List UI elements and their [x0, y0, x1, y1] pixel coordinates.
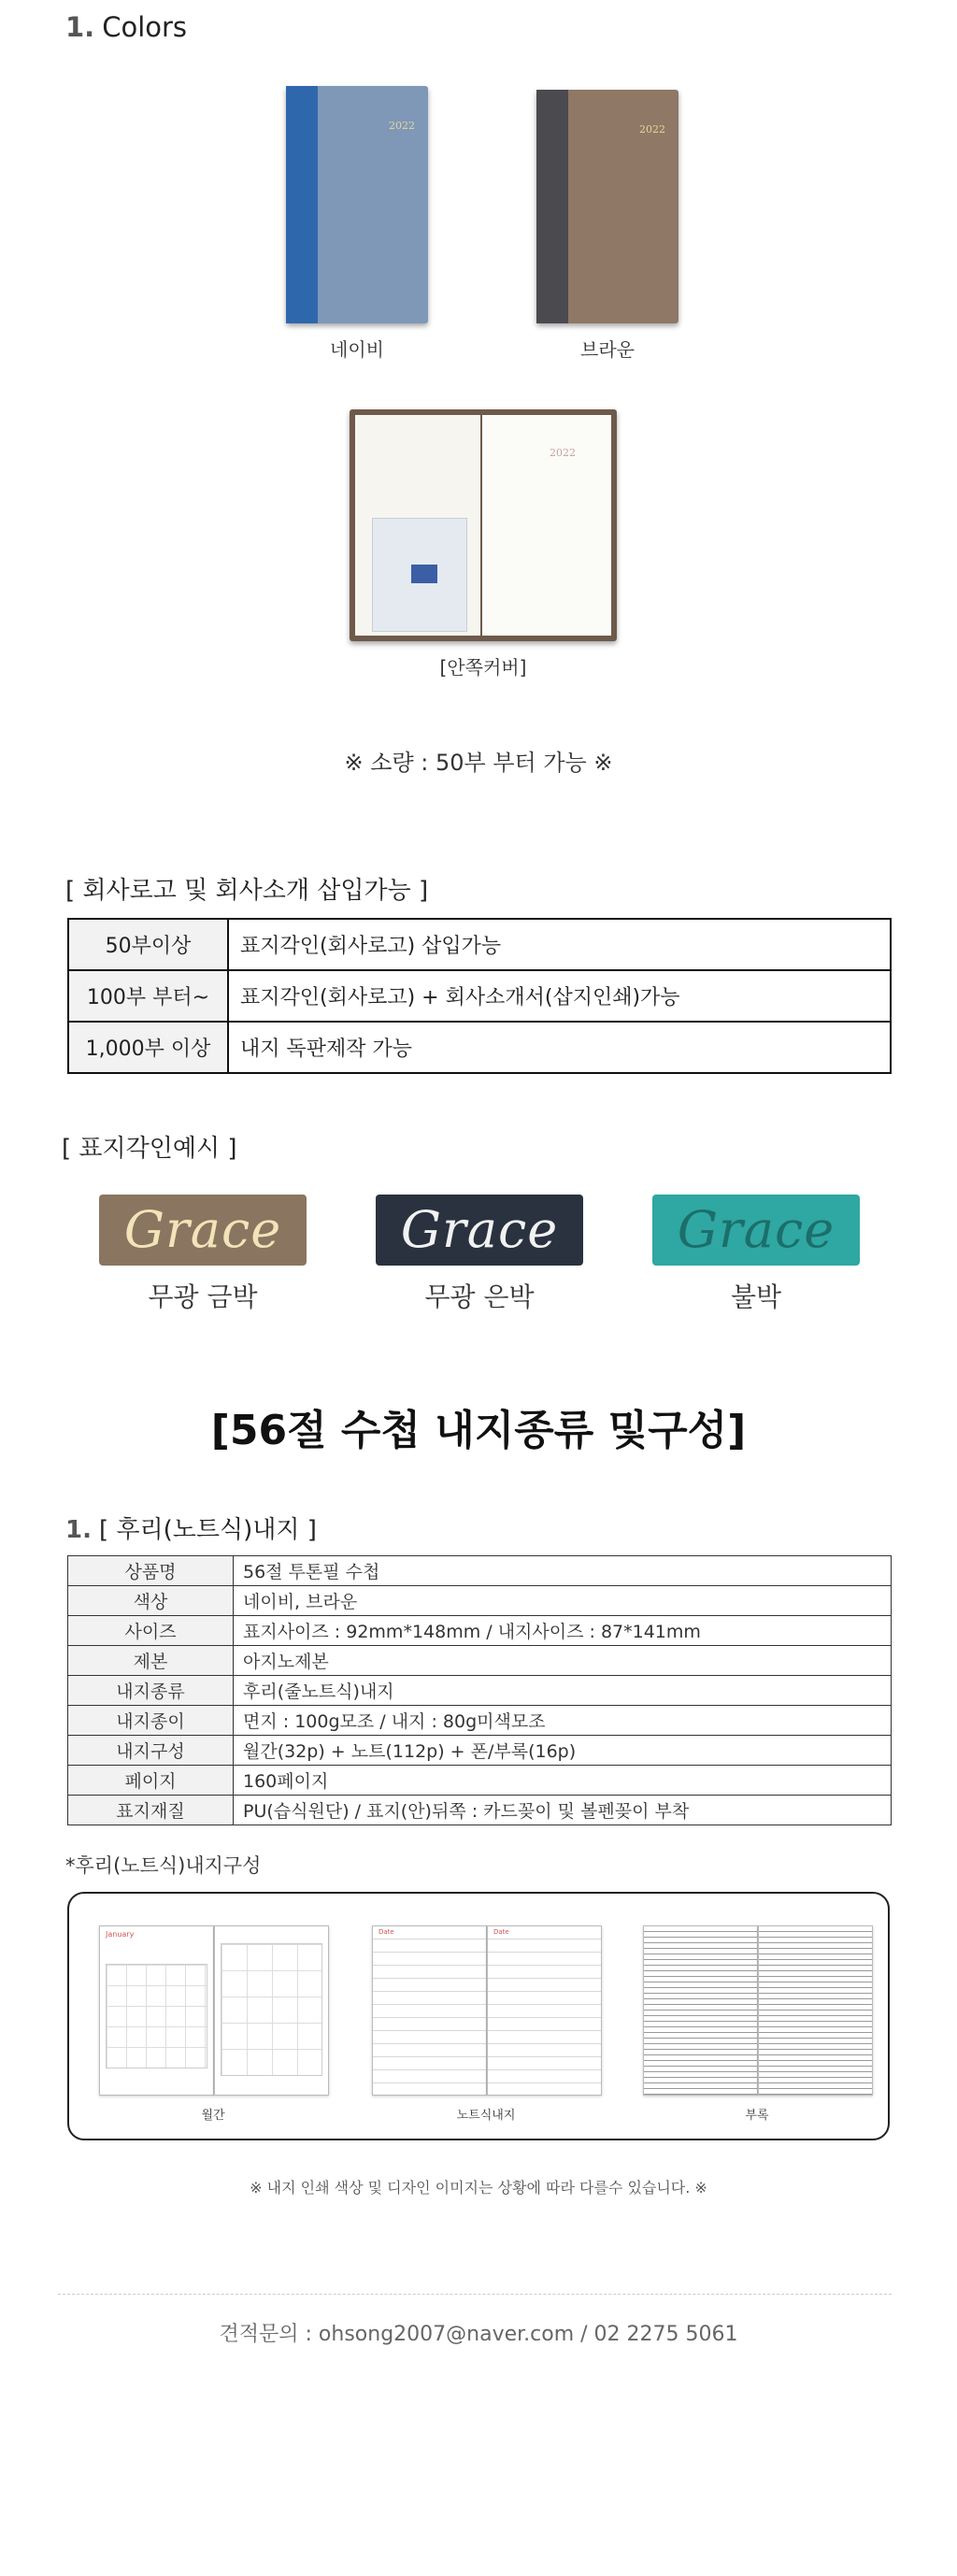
plate-word: Grace	[677, 1200, 836, 1259]
logo-section-title: [ 회사로고 및 회사소개 삽입가능 ]	[65, 877, 429, 905]
monthly-spread-image	[99, 1925, 327, 2094]
note-date-label: Date	[379, 1928, 394, 1936]
inner-right-page	[482, 415, 611, 636]
plate-word: Grace	[123, 1200, 282, 1259]
engraving-section-title: [ 표지각인예시 ]	[62, 1135, 237, 1163]
composition-title: *후리(노트식)내지구성	[65, 1854, 262, 1877]
inner-cover-label: [안쪽커버]	[439, 656, 527, 679]
spec-value: PU(습식원단) / 표지(안)뒤쪽 : 카드꽂이 및 볼펜꽂이 부착	[234, 1796, 892, 1825]
brown-spine	[536, 90, 568, 323]
spec-key: 상품명	[68, 1556, 234, 1586]
blind-emboss-plate	[652, 1195, 860, 1266]
brown-notebook-image	[536, 90, 678, 323]
spec-key: 표지재질	[68, 1796, 234, 1825]
note-right-page	[487, 1925, 602, 2096]
spec-value: 후리(줄노트식)내지	[234, 1676, 892, 1706]
navy-year-stamp: 2022	[389, 120, 415, 132]
spec-key: 내지구성	[68, 1736, 234, 1766]
desc-cell: 표지각인(회사로고) + 회사소개서(삽지인쇄)가능	[228, 970, 891, 1022]
table-row	[68, 1646, 892, 1676]
silver-foil-label: 무광 은박	[424, 1281, 535, 1312]
silver-foil-plate	[376, 1195, 583, 1266]
inner-cover-image	[350, 409, 617, 641]
table-row	[68, 1556, 892, 1586]
gold-foil-plate	[99, 1195, 307, 1266]
inner-year-stamp: 2022	[550, 447, 576, 459]
note-date-label: Date	[493, 1928, 509, 1936]
spec-key: 색상	[68, 1586, 234, 1616]
spec-key: 사이즈	[68, 1616, 234, 1646]
colors-section-title	[65, 11, 187, 43]
spec-value: 네이비, 브라운	[234, 1586, 892, 1616]
logo-options-table	[67, 918, 892, 1074]
table-row	[68, 970, 891, 1022]
table-row	[68, 1616, 892, 1646]
spec-value: 56절 투톤필 수첩	[234, 1556, 892, 1586]
qty-cell: 100부 부터~	[68, 970, 228, 1022]
calendar-grid	[221, 1943, 322, 2076]
spec-value: 월간(32p) + 노트(112p) + 폰/부록(16p)	[234, 1736, 892, 1766]
table-row	[68, 1022, 891, 1073]
quantity-note: ※ 소량 : 50부 부터 가능 ※	[344, 750, 613, 776]
navy-notebook-image	[286, 86, 428, 323]
table-row	[68, 1796, 892, 1825]
table-row	[68, 919, 891, 970]
page-heading: [56절 수첩 내지종류 및구성]	[210, 1407, 747, 1454]
section-title-text: [ 후리(노트식)내지 ]	[98, 1516, 317, 1544]
gold-foil-label: 무광 금박	[148, 1281, 258, 1312]
month-name: January	[106, 1930, 135, 1939]
spec-value: 면지 : 100g모조 / 내지 : 80g미색모조	[234, 1706, 892, 1736]
footer-divider	[58, 2294, 892, 2295]
table-row	[68, 1736, 892, 1766]
note-spread-image	[372, 1925, 600, 2094]
card-insert-logo	[411, 565, 437, 583]
qty-cell: 1,000부 이상	[68, 1022, 228, 1073]
print-disclaimer: ※ 내지 인쇄 색상 및 디자인 이미지는 상황에 따라 다를수 있습니다. ※	[250, 2179, 707, 2197]
inner-section-title	[65, 1510, 317, 1545]
table-row	[68, 1586, 892, 1616]
spec-key: 내지종류	[68, 1676, 234, 1706]
monthly-label: 월간	[201, 2109, 225, 2123]
section-number: 1.	[65, 11, 95, 43]
contact-info: 견적문의 : ohsong2007@naver.com / 02 2275 5061	[219, 2323, 738, 2346]
appendix-right-page	[758, 1925, 873, 2096]
spec-key: 제본	[68, 1646, 234, 1676]
spec-value: 160페이지	[234, 1766, 892, 1796]
spec-table	[67, 1555, 892, 1825]
composition-box	[67, 1892, 890, 2140]
qty-cell: 50부이상	[68, 919, 228, 970]
blind-emboss-label: 불박	[730, 1281, 782, 1312]
desc-cell: 내지 독판제작 가능	[228, 1022, 891, 1073]
section-number: 1.	[65, 1516, 92, 1544]
note-label: 노트식내지	[456, 2109, 516, 2123]
navy-spine	[286, 86, 318, 323]
note-left-page	[372, 1925, 487, 2096]
appendix-label: 부록	[745, 2109, 769, 2123]
table-row	[68, 1766, 892, 1796]
spec-value: 표지사이즈 : 92mm*148mm / 내지사이즈 : 87*141mm	[234, 1616, 892, 1646]
section-title-text: Colors	[102, 11, 188, 43]
table-row	[68, 1676, 892, 1706]
plate-word: Grace	[400, 1200, 559, 1259]
desc-cell: 표지각인(회사로고) 삽입가능	[228, 919, 891, 970]
spec-key: 페이지	[68, 1766, 234, 1796]
table-row	[68, 1706, 892, 1736]
brown-year-stamp: 2022	[639, 123, 665, 136]
calendar-grid	[106, 1964, 207, 2068]
spec-key: 내지종이	[68, 1706, 234, 1736]
brown-label: 브라운	[580, 338, 635, 361]
spec-value: 아지노제본	[234, 1646, 892, 1676]
appendix-left-page	[643, 1925, 758, 2096]
monthly-left-page	[99, 1925, 214, 2096]
appendix-spread-image	[643, 1925, 871, 2094]
monthly-right-page	[214, 1925, 329, 2096]
inner-left-page	[355, 415, 480, 636]
navy-label: 네이비	[330, 338, 384, 361]
